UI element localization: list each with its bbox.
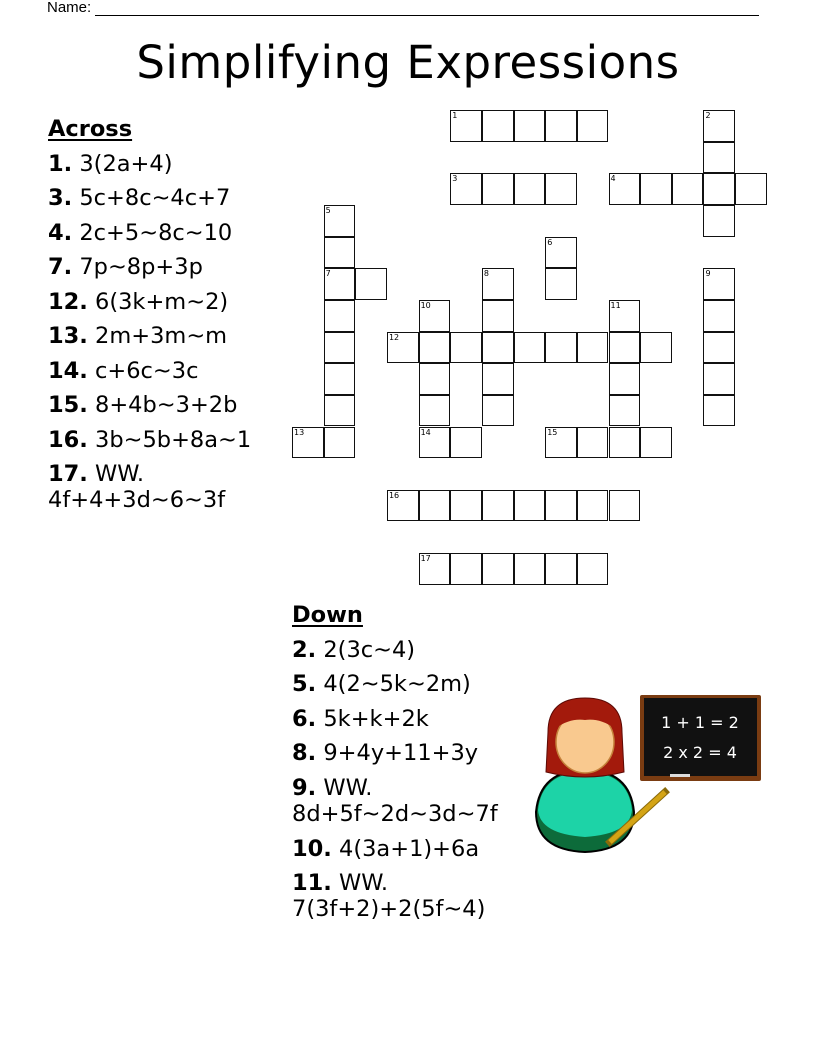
cell-number: 7: [325, 269, 331, 279]
grid-cell[interactable]: [703, 300, 735, 332]
clue-text: 3b~5b+8a~1: [95, 426, 252, 453]
grid-cell[interactable]: [703, 363, 735, 395]
grid-cell[interactable]: [450, 332, 482, 364]
clue-number: 7.: [48, 254, 73, 280]
cell-number: 6: [547, 237, 553, 247]
cell-number: 16: [388, 490, 400, 500]
grid-cell[interactable]: [482, 110, 514, 142]
grid-cell[interactable]: [450, 110, 482, 142]
clue-text: WW. 7(3f+2)+2(5f~4): [292, 870, 486, 922]
grid-cell[interactable]: [703, 142, 735, 174]
grid-cell[interactable]: [545, 332, 577, 364]
grid-cell[interactable]: [514, 332, 546, 364]
grid-cell[interactable]: [545, 427, 577, 459]
teacher-illustration: [530, 692, 770, 872]
grid-cell[interactable]: [482, 395, 514, 427]
cell-number: 10: [420, 300, 431, 310]
clue-number: 8.: [292, 740, 317, 766]
clue-text: WW. 4f+4+3d~6~3f: [48, 461, 226, 513]
cell-number: 11: [610, 300, 621, 310]
grid-cell[interactable]: [324, 427, 356, 459]
grid-cell[interactable]: [577, 427, 609, 459]
clue-text: 4(3a+1)+6a: [339, 835, 480, 862]
grid-cell[interactable]: [419, 395, 451, 427]
clue-number: 16.: [48, 426, 88, 453]
grid-cell[interactable]: [609, 300, 641, 332]
grid-cell[interactable]: [292, 427, 324, 459]
clue-number: 13.: [48, 323, 88, 349]
clue-number: 17.: [48, 461, 88, 487]
cell-number: 9: [705, 269, 711, 279]
down-clue-9: [292, 775, 527, 827]
grid-cell[interactable]: [324, 268, 356, 300]
grid-cell[interactable]: [703, 110, 735, 142]
grid-cell[interactable]: [609, 490, 641, 522]
clue-number: 3.: [48, 185, 73, 211]
grid-cell[interactable]: [609, 395, 641, 427]
grid-cell[interactable]: [482, 173, 514, 205]
across-clue-7: [48, 250, 283, 285]
clue-text: 9+4y+11+3y: [323, 740, 479, 766]
down-clue-10: [292, 832, 527, 867]
grid-cell[interactable]: [545, 553, 577, 585]
grid-cell[interactable]: [609, 427, 641, 459]
grid-cell[interactable]: [735, 173, 767, 205]
grid-cell[interactable]: [703, 173, 735, 205]
grid-cell[interactable]: [703, 205, 735, 237]
clue-text: c+6c~3c: [95, 357, 199, 384]
grid-cell[interactable]: [355, 268, 387, 300]
across-clue-15: [48, 388, 283, 423]
clue-text: 2m+3m~m: [95, 323, 228, 349]
clue-text: 6(3k+m~2): [95, 288, 229, 315]
down-clue-8: [292, 736, 527, 771]
cell-number: 5: [325, 205, 331, 215]
grid-cell[interactable]: [419, 427, 451, 459]
grid-cell[interactable]: [577, 332, 609, 364]
across-clue-1: [48, 147, 283, 182]
clue-text: 5k+k+2k: [323, 705, 429, 732]
clue-number: 4.: [48, 219, 73, 246]
across-clue-12: [48, 285, 283, 320]
across-clue-16: [48, 423, 283, 458]
across-clue-13: [48, 319, 283, 354]
grid-cell[interactable]: [640, 427, 672, 459]
clue-number: 1.: [48, 150, 73, 177]
grid-cell[interactable]: [640, 173, 672, 205]
grid-cell[interactable]: [545, 490, 577, 522]
clue-text: 5c+8c~4c+7: [79, 185, 231, 211]
grid-cell[interactable]: [545, 110, 577, 142]
name-label: Name:: [47, 0, 92, 16]
grid-cell[interactable]: [419, 332, 451, 364]
grid-cell[interactable]: [577, 490, 609, 522]
across-clues: [48, 112, 283, 518]
clue-number: 2.: [292, 636, 317, 663]
clue-text: 2c+5~8c~10: [79, 219, 233, 246]
grid-cell[interactable]: [324, 332, 356, 364]
cell-number: 13: [294, 427, 305, 437]
across-clue-3: [48, 181, 283, 216]
grid-cell[interactable]: [482, 268, 514, 300]
page-title: Simplifying Expressions: [136, 36, 680, 89]
across-clue-17: [48, 461, 283, 513]
clue-text: 8+4b~3+2b: [95, 392, 238, 418]
grid-cell[interactable]: [324, 395, 356, 427]
grid-cell[interactable]: [672, 173, 704, 205]
cell-number: 1: [452, 111, 458, 120]
grid-cell[interactable]: [387, 490, 419, 522]
cell-number: 15: [547, 427, 558, 437]
cell-number: 17: [420, 554, 431, 564]
grid-cell[interactable]: [545, 268, 577, 300]
cell-number: 4: [610, 174, 616, 184]
clue-text: WW. 8d+5f~2d~3d~7f: [292, 774, 498, 827]
down-clue-5: [292, 667, 527, 702]
grid-cell[interactable]: [450, 427, 482, 459]
clue-number: 14.: [48, 357, 88, 384]
grid-cell[interactable]: [640, 332, 672, 364]
grid-cell[interactable]: [324, 237, 356, 269]
grid-cell[interactable]: [577, 110, 609, 142]
crossword-grid: [292, 110, 772, 590]
across-heading: Across: [48, 116, 133, 142]
down-clue-2: [292, 633, 527, 668]
grid-cell[interactable]: [703, 268, 735, 300]
grid-cell[interactable]: [419, 300, 451, 332]
clue-number: 12.: [48, 288, 88, 315]
cell-number: 12: [388, 332, 400, 342]
grid-cell[interactable]: [609, 363, 641, 395]
grid-cell[interactable]: [482, 363, 514, 395]
name-field[interactable]: [47, 0, 759, 16]
clue-text: 3(2a+4): [79, 150, 173, 177]
grid-cell[interactable]: [450, 490, 482, 522]
grid-cell[interactable]: [482, 332, 514, 364]
down-clues: [292, 598, 527, 927]
across-clue-4: [48, 216, 283, 251]
grid-cell[interactable]: [419, 363, 451, 395]
grid-cell[interactable]: [482, 553, 514, 585]
grid-cell[interactable]: [450, 173, 482, 205]
grid-cell[interactable]: [514, 173, 546, 205]
grid-cell[interactable]: [514, 110, 546, 142]
down-heading: Down: [292, 602, 363, 628]
grid-cell[interactable]: [324, 205, 356, 237]
grid-cell[interactable]: [450, 553, 482, 585]
across-clue-14: [48, 354, 283, 389]
grid-cell[interactable]: [419, 490, 451, 522]
clue-number: 6.: [292, 705, 317, 732]
grid-cell[interactable]: [609, 332, 641, 364]
grid-cell[interactable]: [577, 553, 609, 585]
clue-text: 2(3c~4): [323, 636, 416, 663]
grid-cell[interactable]: [419, 553, 451, 585]
grid-cell[interactable]: [545, 173, 577, 205]
clue-number: 10.: [292, 835, 332, 862]
clue-number: 9.: [292, 774, 317, 801]
down-clue-11: [292, 870, 527, 922]
grid-cell[interactable]: [545, 237, 577, 269]
grid-cell[interactable]: [514, 553, 546, 585]
cell-number: 14: [420, 427, 431, 437]
clue-number: 5.: [292, 671, 317, 697]
grid-cell[interactable]: [703, 395, 735, 427]
clue-text: 7p~8p+3p: [79, 254, 203, 280]
cell-number: 3: [452, 174, 458, 184]
grid-cell[interactable]: [514, 490, 546, 522]
clue-number: 11.: [292, 870, 332, 896]
cell-number: 8: [483, 269, 489, 279]
grid-cell[interactable]: [482, 300, 514, 332]
name-blank-line[interactable]: [95, 2, 759, 16]
grid-cell[interactable]: [324, 363, 356, 395]
grid-cell[interactable]: [324, 300, 356, 332]
cell-number: 2: [705, 111, 711, 120]
grid-cell[interactable]: [609, 173, 641, 205]
grid-cell[interactable]: [482, 490, 514, 522]
svg-text:2 x 2 = 4: 2 x 2 = 4: [663, 743, 737, 762]
chalkboard-icon: [640, 695, 761, 781]
clue-number: 15.: [48, 392, 88, 418]
svg-text:1 + 1 = 2: 1 + 1 = 2: [661, 713, 739, 732]
down-clue-6: [292, 702, 527, 737]
clue-text: 4(2~5k~2m): [323, 671, 471, 697]
grid-cell[interactable]: [387, 332, 419, 364]
grid-cell[interactable]: [703, 332, 735, 364]
